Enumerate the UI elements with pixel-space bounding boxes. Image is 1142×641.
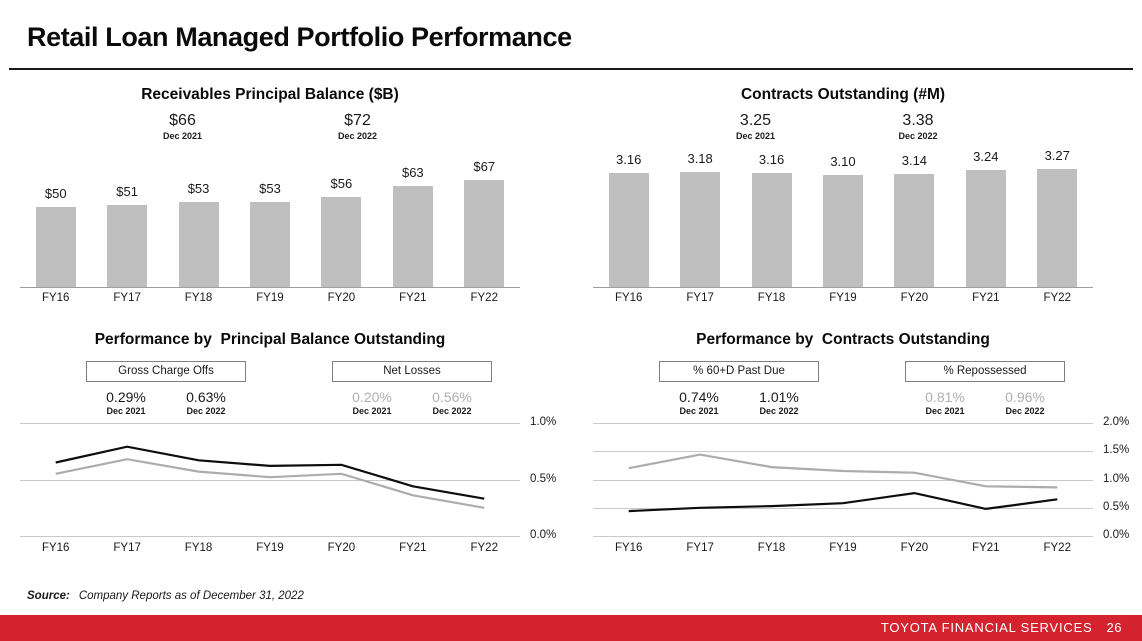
y-tick-label: 0.0%	[1103, 529, 1130, 541]
bar-column	[664, 151, 735, 287]
category-label: FY19	[829, 542, 857, 554]
category-label: FY18	[757, 292, 786, 304]
stat-date: Dec 2021	[679, 406, 719, 417]
category-label: FY21	[399, 292, 427, 304]
bar-column	[950, 149, 1021, 287]
bar-value-label: $63	[401, 165, 424, 180]
y-tick-label: 1.5%	[1103, 444, 1130, 456]
bar-value-label: $51	[116, 184, 138, 199]
bar-value-label: 3.24	[973, 149, 999, 164]
category-label: FY16	[614, 292, 643, 304]
category-label: FY22	[1043, 542, 1071, 554]
annotation-value: $66	[169, 112, 196, 129]
chart-contracts-outstanding	[593, 80, 1093, 330]
category-label: FY18	[184, 292, 213, 304]
legend-box	[332, 361, 492, 382]
bar-value-label: 3.18	[687, 151, 713, 166]
y-tick-label: 2.0%	[1103, 416, 1130, 428]
category-label: FY22	[470, 292, 498, 304]
bar-column	[736, 152, 807, 287]
legend-group	[86, 361, 246, 416]
stat-date: Dec 2021	[352, 406, 392, 417]
stat-date: Dec 2022	[432, 406, 472, 417]
chart-title: Performance by Principal Balance Outstanding	[94, 331, 446, 348]
legend-label: % 60+D Past Due	[693, 365, 785, 377]
category-label: FY20	[327, 542, 356, 554]
stat-value: 1.01%	[759, 389, 799, 405]
chart-performance-contracts-outstanding	[593, 325, 1130, 575]
category-label: FY18	[184, 542, 213, 554]
bar-value-label: 3.27	[1044, 148, 1070, 163]
category-label: FY20	[900, 292, 929, 304]
plot-area	[20, 423, 520, 536]
footer-text	[881, 615, 1122, 641]
category-label: FY19	[256, 542, 284, 554]
stat-date: Dec 2022	[759, 406, 799, 417]
bar	[966, 170, 1006, 287]
annotation-value: $72	[344, 112, 371, 129]
bar	[250, 202, 290, 287]
category-label: FY16	[41, 292, 70, 304]
stat-value: 0.20%	[352, 389, 392, 405]
stat-value: 0.74%	[679, 389, 719, 405]
x-axis-line	[20, 287, 520, 288]
annotation-value: 3.25	[739, 112, 772, 129]
legend-label: % Repossessed	[943, 365, 1027, 377]
bar	[609, 173, 649, 287]
category-label: FY17	[686, 292, 714, 304]
bar-column	[593, 152, 664, 287]
bar-value-label: $67	[473, 159, 496, 174]
title-divider	[9, 68, 1133, 70]
page-number: 26	[1106, 620, 1122, 635]
category-label: FY21	[972, 292, 1000, 304]
bar	[823, 175, 863, 287]
page-title: Retail Loan Managed Portfolio Performance	[27, 22, 572, 52]
chart-receivables-principal-balance	[20, 80, 520, 330]
category-label: FY17	[686, 542, 714, 554]
bar-value-label: $50	[44, 186, 67, 201]
bar	[1037, 169, 1077, 287]
bar-value-label: $53	[259, 181, 281, 196]
stat	[905, 389, 985, 416]
bar	[179, 202, 219, 287]
bar-column	[1022, 148, 1093, 287]
bars-row	[20, 108, 520, 287]
stat	[985, 389, 1065, 416]
category-axis	[20, 542, 520, 554]
footer-brand: TOYOTA FINANCIAL SERVICES	[880, 620, 1093, 635]
stat-date: Dec 2021	[925, 406, 965, 417]
category-label: FY22	[470, 542, 498, 554]
stat-date: Dec 2022	[1005, 406, 1045, 417]
source-text: Company Reports as of December 31, 2022	[78, 590, 304, 602]
legend-stats	[659, 389, 819, 416]
category-label: FY21	[972, 542, 1000, 554]
gridline	[593, 536, 1093, 537]
category-label: FY16	[41, 542, 70, 554]
stat	[86, 389, 166, 416]
stat	[166, 389, 246, 416]
bar-value-label: 3.16	[758, 152, 785, 167]
category-axis	[593, 292, 1093, 304]
stat	[412, 389, 492, 416]
bar	[680, 172, 720, 287]
bar	[393, 186, 433, 287]
bar-column	[449, 159, 520, 287]
category-label: FY19	[829, 292, 857, 304]
bar	[107, 205, 147, 287]
legend-group	[659, 361, 819, 416]
stat-value: 0.81%	[925, 389, 965, 405]
category-label: FY18	[757, 542, 786, 554]
annotation-date: Dec 2022	[337, 130, 378, 141]
bar	[894, 174, 934, 287]
bar-column	[20, 186, 91, 287]
annotation-value: 3.38	[902, 112, 934, 129]
stat-value: 0.56%	[432, 389, 472, 405]
bar	[464, 180, 504, 287]
series-line--repossessed	[629, 455, 1058, 488]
bar	[321, 197, 361, 287]
annotation-date: Dec 2021	[735, 130, 776, 141]
category-label: FY19	[256, 292, 284, 304]
category-label: FY17	[113, 542, 141, 554]
bar-value-label: 3.14	[901, 153, 928, 168]
chart-title: Contracts Outstanding (#M)	[740, 86, 946, 103]
footer-bar	[0, 615, 1142, 641]
category-label: FY21	[399, 542, 427, 554]
series-line-gross-charge-offs	[56, 447, 485, 499]
y-tick-label: 1.0%	[1103, 473, 1130, 485]
bar	[752, 173, 792, 287]
bar-column	[306, 176, 377, 287]
stat	[332, 389, 412, 416]
legend-group	[332, 361, 492, 416]
stat-value: 0.63%	[186, 389, 226, 405]
bar-value-label: $56	[330, 176, 353, 191]
legend-box	[86, 361, 246, 382]
bar-column	[807, 154, 878, 287]
category-label: FY17	[113, 292, 141, 304]
category-label: FY20	[900, 542, 929, 554]
legend-label: Gross Charge Offs	[118, 365, 214, 377]
gridline	[20, 536, 520, 537]
stat-value: 0.29%	[106, 389, 146, 405]
bar-column	[234, 181, 305, 287]
annotation-date: Dec 2022	[898, 130, 938, 141]
plot-area	[593, 423, 1093, 536]
bar-value-label: $53	[187, 181, 210, 196]
chart-performance-principal-balance	[20, 325, 557, 575]
bar-value-label: 3.10	[830, 154, 856, 169]
bar-column	[879, 153, 950, 287]
source-line	[27, 590, 304, 602]
y-tick-label: 0.5%	[530, 473, 557, 485]
line-series-canvas	[593, 423, 1093, 536]
legend-box	[659, 361, 819, 382]
stat-value: 0.96%	[1005, 389, 1045, 405]
legend-group	[905, 361, 1065, 416]
chart-title: Performance by Contracts Outstanding	[696, 331, 990, 348]
stat-date: Dec 2021	[106, 406, 146, 417]
legend-box	[905, 361, 1065, 382]
y-tick-label: 0.0%	[530, 529, 557, 541]
stat	[659, 389, 739, 416]
bar	[36, 207, 76, 287]
category-axis	[593, 542, 1093, 554]
bar-column	[163, 181, 234, 287]
line-series-canvas	[20, 423, 520, 536]
legend-stats	[86, 389, 246, 416]
legend-stats	[332, 389, 492, 416]
category-axis	[20, 292, 520, 304]
bar-column	[91, 184, 162, 287]
annotation-date: Dec 2021	[162, 130, 203, 141]
bar-column	[377, 165, 448, 287]
legend-stats	[905, 389, 1065, 416]
category-label: FY20	[327, 292, 356, 304]
bars-row	[593, 108, 1093, 287]
y-tick-label: 0.5%	[1103, 501, 1130, 513]
x-axis-line	[593, 287, 1093, 288]
category-label: FY22	[1043, 292, 1071, 304]
y-tick-label: 1.0%	[530, 416, 557, 428]
source-label: Source:	[27, 590, 70, 602]
series-line--60-d-past-due	[629, 493, 1058, 511]
stat-date: Dec 2022	[186, 406, 226, 417]
stat	[739, 389, 819, 416]
category-label: FY16	[614, 542, 643, 554]
bar-value-label: 3.16	[616, 152, 642, 167]
chart-title: Receivables Principal Balance ($B)	[141, 86, 399, 103]
legend-label: Net Losses	[383, 365, 441, 377]
